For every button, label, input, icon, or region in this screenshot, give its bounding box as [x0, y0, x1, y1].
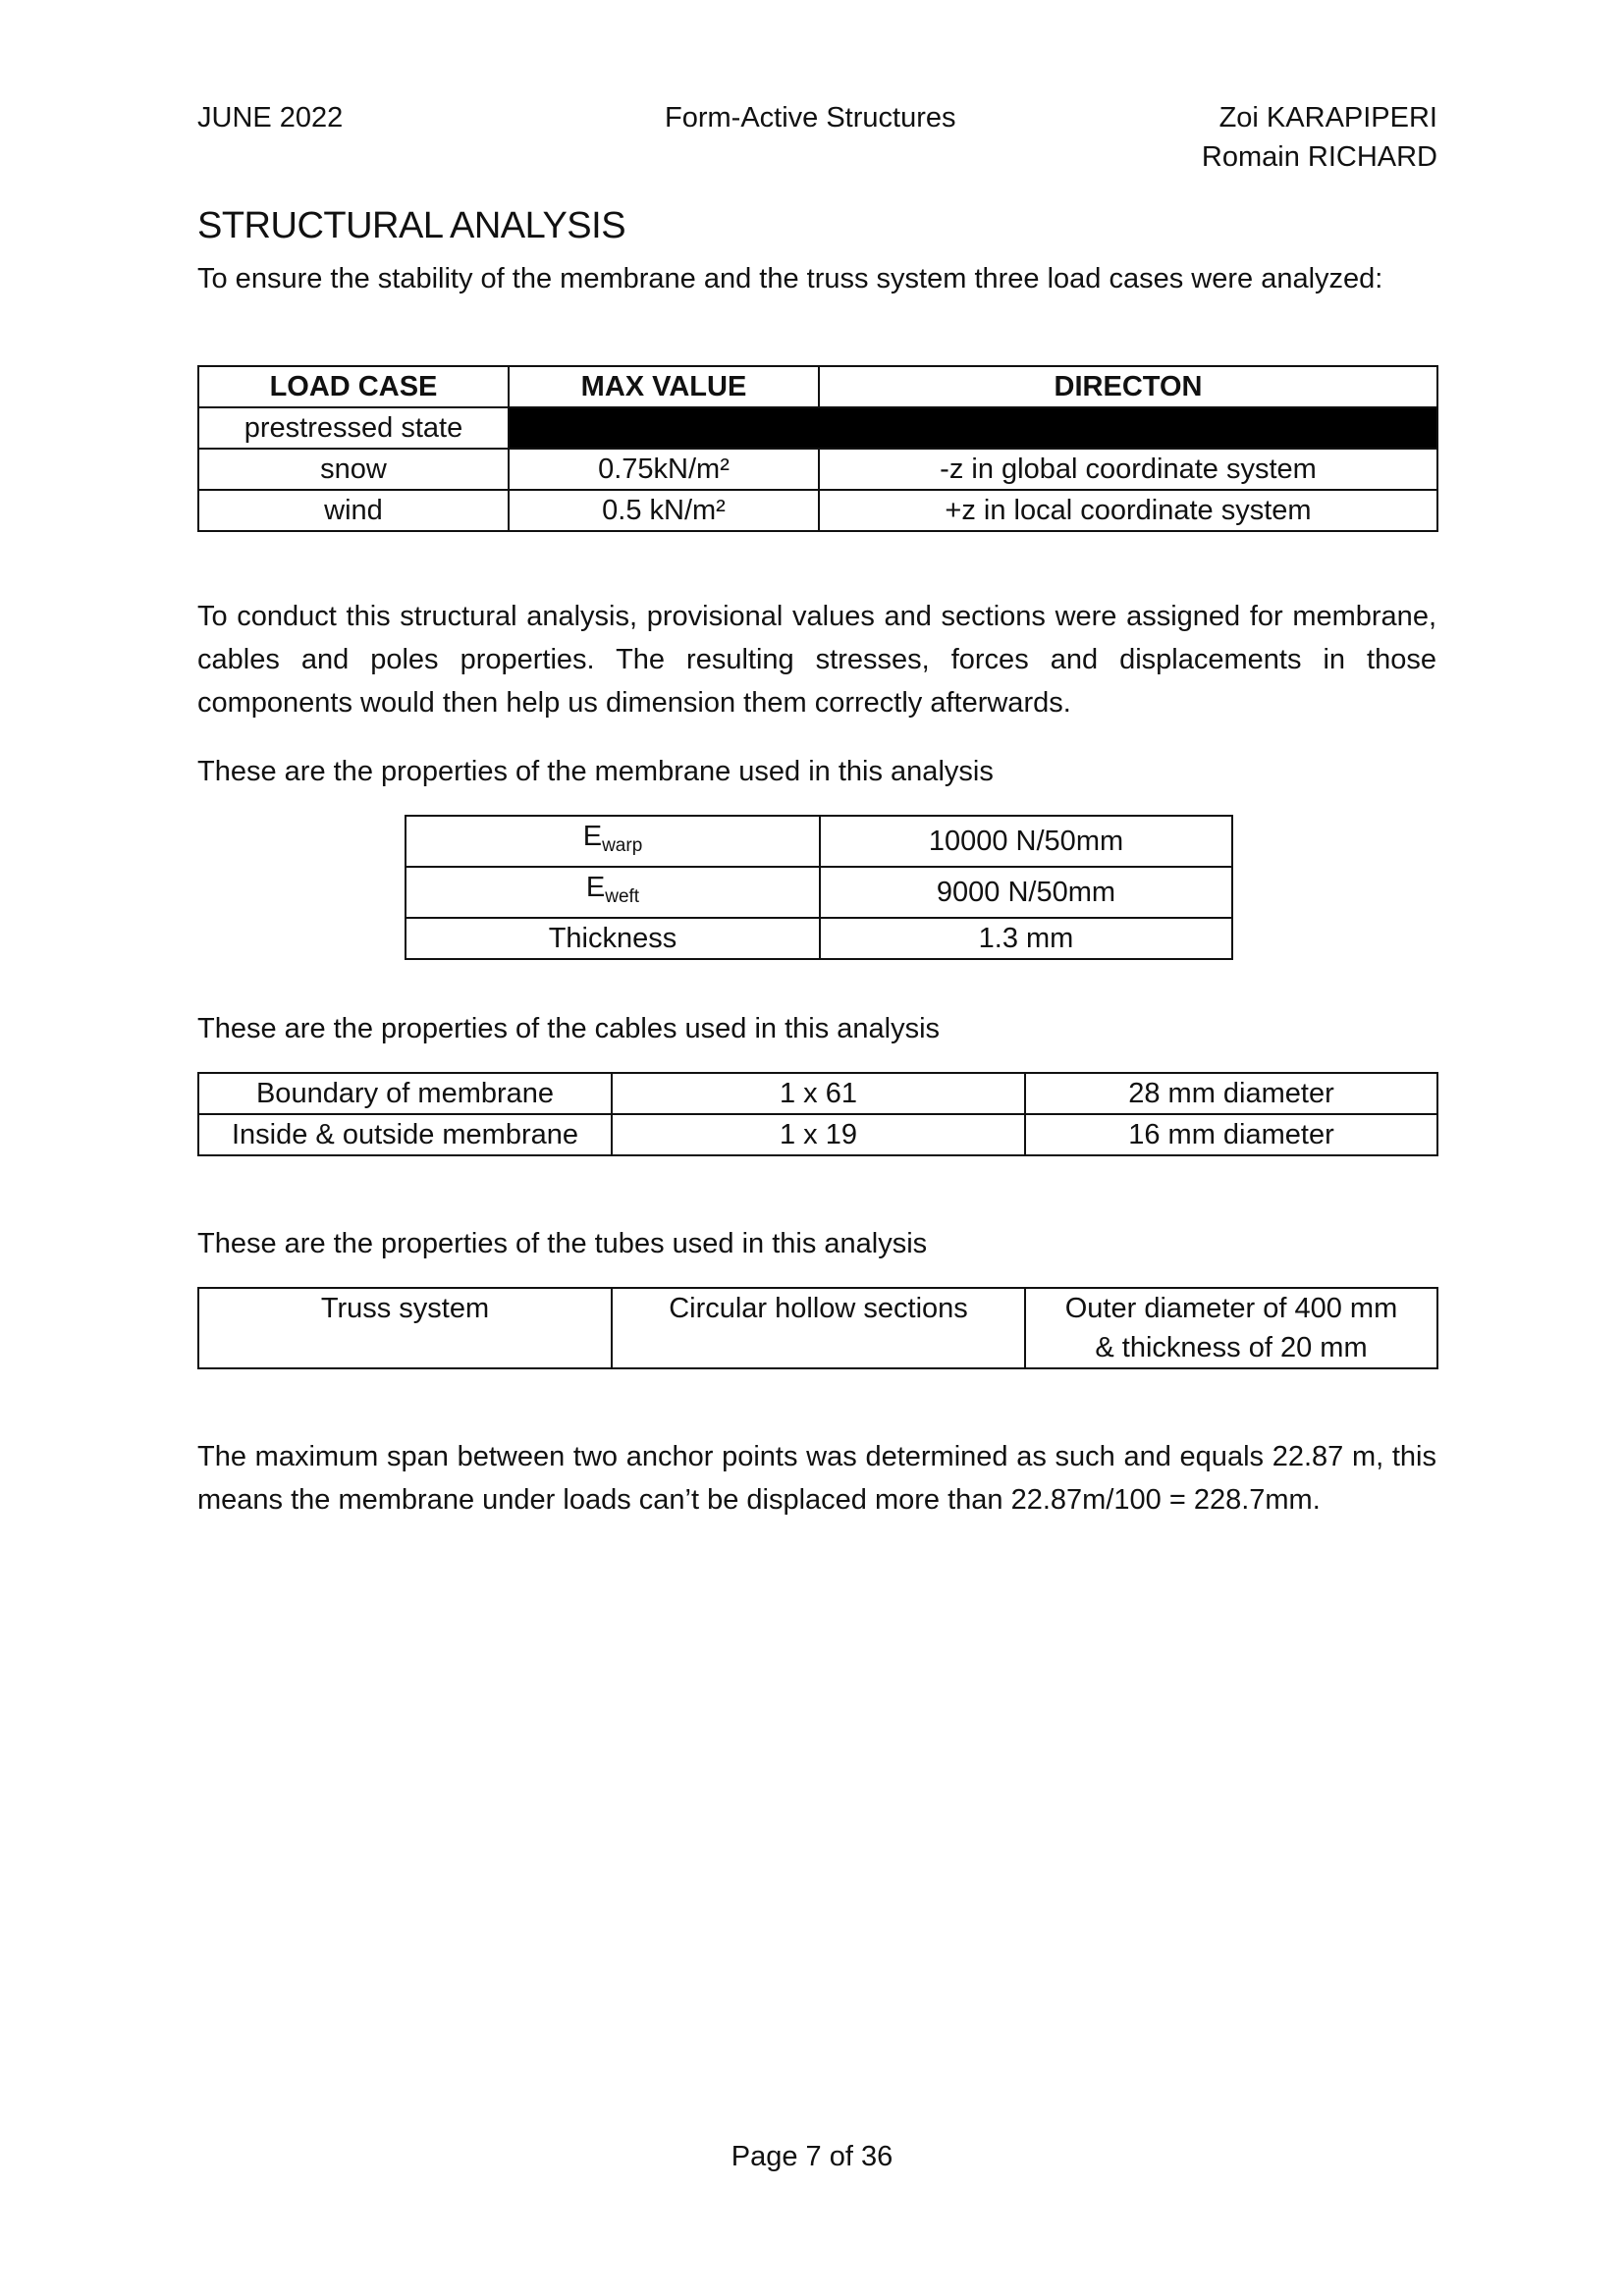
load-table-row [198, 490, 1437, 531]
membrane-properties-table [405, 815, 1233, 960]
membrane-table-row [406, 867, 1232, 918]
redacted-cell [509, 407, 1437, 449]
cable-location-cell: Inside & outside membrane [198, 1114, 612, 1155]
load-table-header: MAX VALUE [509, 366, 819, 407]
value-cell: 1.3 mm [820, 918, 1232, 959]
load-cases-table [197, 365, 1438, 532]
cable-type-cell: 1 x 61 [612, 1073, 1025, 1114]
cables-properties-table [197, 1072, 1438, 1156]
modulus-symbol: E [582, 821, 603, 852]
cable-location-cell: Boundary of membrane [198, 1073, 612, 1114]
header-author-2: Romain RICHARD [1201, 141, 1437, 173]
cable-diameter-cell: 28 mm diameter [1025, 1073, 1437, 1114]
modulus-subscript: weft [605, 886, 640, 907]
header-date: JUNE 2022 [197, 102, 344, 133]
intro-paragraph: To ensure the stability of the membrane and the truss system three load cases were analyzed: [197, 263, 1383, 294]
tube-dimensions-line: & thickness of 20 mm [1095, 1332, 1368, 1363]
tubes-table-row [198, 1288, 1437, 1368]
modulus-subscript: warp [602, 835, 643, 856]
header-author-1: Zoi KARAPIPERI [1218, 102, 1437, 133]
membrane-intro: These are the properties of the membrane used in this analysis [197, 756, 994, 787]
tube-element-cell: Truss system [198, 1288, 612, 1368]
max-value-cell: 0.75kN/m² [509, 449, 819, 490]
tube-dimensions-line: Outer diameter of 400 mm [1064, 1293, 1398, 1324]
tubes-intro: These are the properties of the tubes used in this analysis [197, 1228, 928, 1259]
cables-table-row [198, 1114, 1437, 1155]
property-cell [406, 867, 820, 918]
load-table-header-row [198, 366, 1437, 407]
property-cell: Thickness [406, 918, 820, 959]
load-table-row [198, 407, 1437, 449]
section-title: STRUCTURAL ANALYSIS [197, 205, 626, 246]
load-case-cell: snow [198, 449, 509, 490]
tube-dimensions-cell [1025, 1288, 1437, 1368]
tube-section-cell: Circular hollow sections [612, 1288, 1025, 1368]
page-number: Page 7 of 36 [731, 2141, 893, 2172]
load-table-header: LOAD CASE [198, 366, 509, 407]
max-value-cell: 0.5 kN/m² [509, 490, 819, 531]
load-case-cell: wind [198, 490, 509, 531]
cable-diameter-cell: 16 mm diameter [1025, 1114, 1437, 1155]
cables-table-row [198, 1073, 1437, 1114]
membrane-table-row [406, 918, 1232, 959]
span-paragraph: The maximum span between two anchor points was determined as such and equals 22.87 m, this means the membrane under loads can’t be displaced more than 22.87m/100 = 228.7mm. [197, 1441, 1436, 1516]
tubes-properties-table [197, 1287, 1438, 1369]
membrane-table-row [406, 816, 1232, 867]
modulus-symbol: E [585, 872, 606, 903]
value-cell: 10000 N/50mm [820, 816, 1232, 867]
load-table-header: DIRECTON [819, 366, 1437, 407]
cables-intro: These are the properties of the cables used in this analysis [197, 1013, 941, 1044]
header-title: Form-Active Structures [665, 102, 956, 133]
cable-type-cell: 1 x 19 [612, 1114, 1025, 1155]
property-cell [406, 816, 820, 867]
direction-cell: +z in local coordinate system [819, 490, 1437, 531]
analysis-paragraph: To conduct this structural analysis, provisional values and sections were assigned for membrane, cables and poles properties. The resulting stresses, forces and displacements in those components would then help us dimension them correctly afterwards. [197, 601, 1436, 719]
direction-cell: -z in global coordinate system [819, 449, 1437, 490]
load-case-cell: prestressed state [198, 407, 509, 449]
value-cell: 9000 N/50mm [820, 867, 1232, 918]
header-authors [1202, 98, 1437, 177]
load-table-row [198, 449, 1437, 490]
